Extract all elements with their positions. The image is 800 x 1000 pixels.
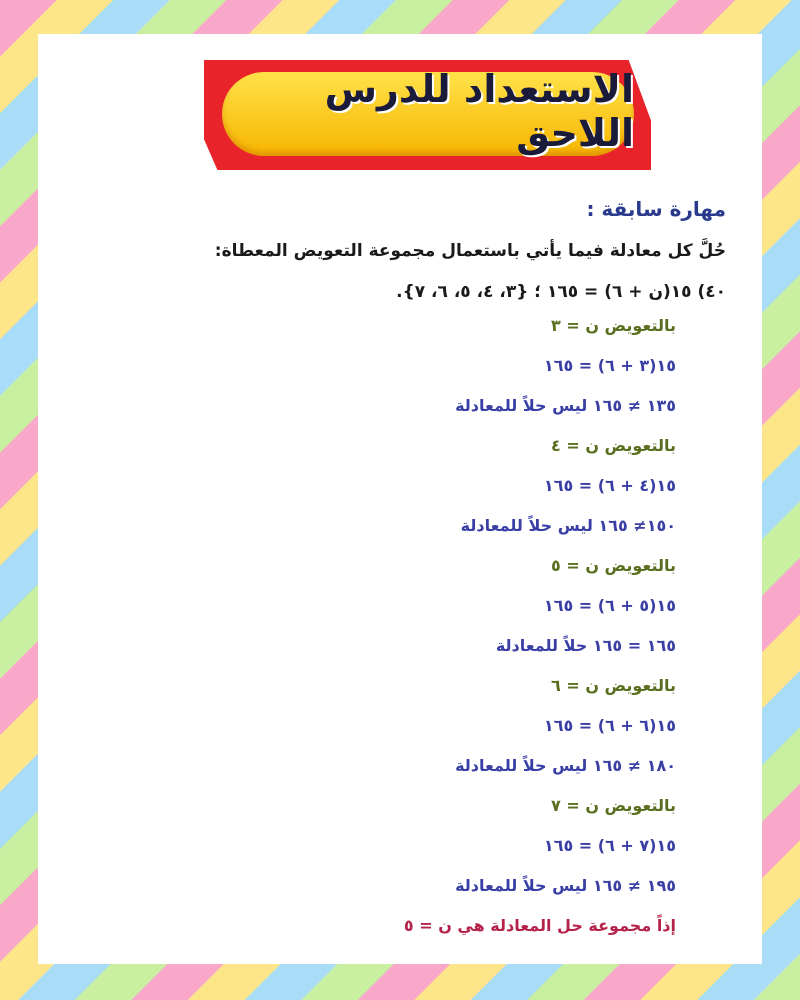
- solution-step: ١٥(٥ + ٦) = ١٦٥: [543, 596, 676, 615]
- solution-step: ١٨٠ ≠ ١٦٥ ليس حلاً للمعادلة: [455, 756, 676, 775]
- problem-statement: ٤٠) ١٥(ن + ٦) = ١٦٥ ؛ {٣، ٤، ٥، ٦، ٧}.: [396, 282, 726, 302]
- page-title: الاستعداد للدرس اللاحق: [324, 67, 634, 155]
- solution-step: ١٥٠≠ ١٦٥ ليس حلاً للمعادلة: [460, 516, 676, 535]
- solution-step: ١٥(٧ + ٦) = ١٦٥: [543, 836, 676, 855]
- solution-step: بالتعويض ن = ٧: [551, 796, 676, 815]
- instruction-text: حُلَّ كل معادلة فيما يأتي باستعمال مجموعة التعويض المعطاة:: [214, 241, 726, 261]
- skill-heading: مهارة سابقة :: [586, 197, 726, 221]
- solution-step: ١٩٥ ≠ ١٦٥ ليس حلاً للمعادلة: [455, 876, 676, 895]
- solution-step: ١٥(٦ + ٦) = ١٦٥: [543, 716, 676, 735]
- worksheet-page: [38, 34, 762, 964]
- solution-step: بالتعويض ن = ٦: [551, 676, 676, 695]
- solution-step: ١٦٥ = ١٦٥ حلاً للمعادلة: [495, 636, 676, 655]
- solution-step: بالتعويض ن = ٣: [551, 316, 676, 335]
- solution-step: بالتعويض ن = ٥: [551, 556, 676, 575]
- solution-step: ١٥(٤ + ٦) = ١٦٥: [543, 476, 676, 495]
- solution-step: ١٥(٣ + ٦) = ١٦٥: [543, 356, 676, 375]
- solution-step: بالتعويض ن = ٤: [551, 436, 676, 455]
- conclusion-step: إذاً مجموعة حل المعادلة هي ن = ٥: [403, 916, 676, 935]
- solution-step: ١٣٥ ≠ ١٦٥ ليس حلاً للمعادلة: [455, 396, 676, 415]
